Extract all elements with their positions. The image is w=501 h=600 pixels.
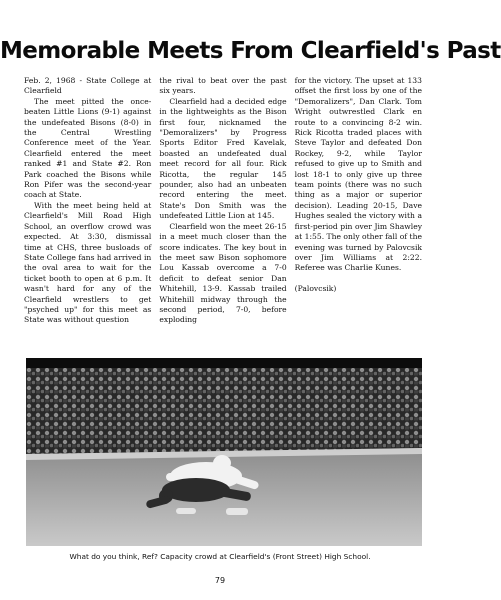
photo-caption: What do you think, Ref? Capacity crowd at Clearfield's (Front Street) High School. xyxy=(69,552,371,561)
paragraph: the rival to beat over the past six years. xyxy=(159,76,287,96)
column-2 xyxy=(159,76,286,348)
paragraph: Clearfield had a decided edge in the lightweights as the Bison first four, nicknamed the "Demoralizers" by Progress Sports Editor Fred Kavelak, boasted an undefeated dual meet record for all four. Rick Ricotta, the regular 145 pounder, also had an unbeaten record entering the meet. State's Don Smith was the undefeated Little Lion at 145. xyxy=(159,96,287,221)
paragraph: for the victory. The upset at 133 offset the first loss by one of the "Demoralizers", Dan Clark. Tom Wright outwrestled Clark en route to a convincing 8-2 win. Rick Ricotta traded places with Steve Taylor and defeated Don Rockey, 9-2, while Taylor refused to give up to Smith and lost 18-1 to only give up three team points (there was no such thing as a major or superior decision). Leading 20-15, Dave Hughes sealed the victory with a first-period pin over Jim Shawley at 1:55. The only other fall of the evening was turned by Palovcsik over Jim Williams at 2:22. Referee was Charlie Kunes. xyxy=(294,76,422,273)
paragraph: Clearfield won the meet 26-15 in a meet much closer than the score indicates. The key bout in the meet saw Bison sophomore Lou Kassab overcome a 7-0 deficit to defeat senior Dan Whitehill, 13-9. Kassab trailed Whitehill midway through the second period, 7-0, before exploding xyxy=(159,221,287,325)
crowd-and-wrestlers-image xyxy=(26,358,422,546)
column-3 xyxy=(295,76,422,348)
paragraph: With the meet being held at Clearfield's Mill Road High School, an overflow crowd was expected. At 3:30, dismissal time at CHS, three busloads of State College fans had arrived in the oval area to wait for the ticket booth to open at 6 p.m. It wasn't hard for any of the Clearfield wrestlers to get "psyched up" for this meet as State was without question xyxy=(24,200,152,325)
article-title: Memorable Meets From Clearfield's Past xyxy=(0,38,501,64)
dateline: Feb. 2, 1968 - State College at Clearfield xyxy=(24,76,152,96)
column-1 xyxy=(24,76,151,348)
wrestling-photo xyxy=(26,358,422,546)
photo-credit: (Palovcsik) xyxy=(294,283,337,293)
paragraph: The meet pitted the once-beaten Little Lions (9-1) against the undefeated Bisons (8-0) in the Central Wrestling Conference meet of the Year. Clearfield entered the meet ranked #1 and State #2. Ron Park coached the Bisons while Ron Pifer was the second-year coach at State. xyxy=(24,96,152,200)
article-body xyxy=(24,76,422,348)
page-number: 79 xyxy=(214,576,226,585)
